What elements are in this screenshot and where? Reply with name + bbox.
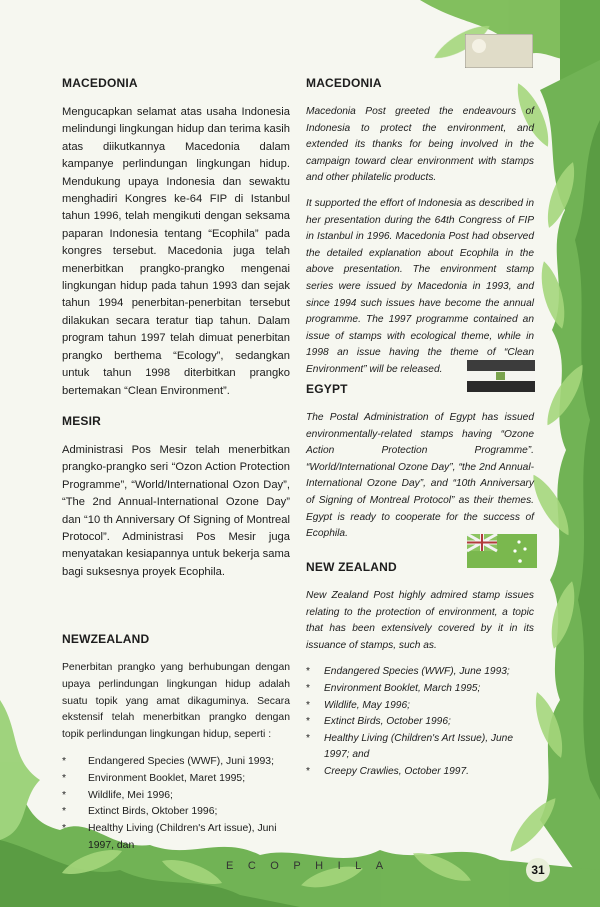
- heading-mesir: MESIR: [62, 414, 102, 428]
- list-item: * Wildlife, Mei 1996;: [62, 788, 290, 805]
- list-item: * Extinct Birds, October 1996;: [306, 714, 534, 731]
- section-newzealand-en: [306, 560, 534, 781]
- list-newzealand-en: [306, 664, 534, 780]
- heading-macedonia-id: MACEDONIA: [62, 76, 138, 90]
- page-number: 31: [526, 858, 550, 882]
- paragraph-macedonia-id: Mengucapkan selamat atas usaha Indonesia melindungi lingkungan hidup dan terima kasih atas diikutkannya Macedonia dalam kampanye perlindungan lingkungan hidup. Mendukung upaya Indonesia dan sewaktu menghadiri Kongres ke-64 FIP di Istanbul tahun 1996, telah mengikuti dengan seksama paparan Indonesia tentang “Ecophila” pada kongres tersebut. Macedonia juga telah menerbitkan prangko-prangko mengenai lingkungan hidup pada tahun 1993 dan sejak tahun 1994 penerbitan-penerbitan tersebut dilakukan secara teratur tiap tahun. Dalam program tahun 1997 telah dimuat penerbitan prangko berthema “Ecology”, sedangkan untuk tahun 1998 diterbitkan prangko bertemakan “Clean Environment”.: [62, 106, 290, 397]
- paragraph-mesir: Administrasi Pos Mesir telah menerbitkan prangko-prangko seri “Ozon Action Protection Programme”, “World/International Ozon Day”, “The 2nd Annual-International Ozone Day” dan “10 th Anniversary Of Signing of Montreal Protocol”. Administrasi Pos Mesir juga menyatakan kesiapannya untuk bekerja sama bagi suksesnya proyek Ecophila.: [62, 444, 290, 578]
- section-macedonia-en: [306, 76, 534, 388]
- paragraph-macedonia-en-1: Macedonia Post greeted the endeavours of Indonesia to protect the environment, and extended its thanks for being involved in the campaign toward clear environment with stamps and other philatelic products.: [306, 106, 534, 184]
- list-item: * Endangered Species (WWF), June 1993;: [306, 664, 534, 681]
- list-item: * Extinct Birds, Oktober 1996;: [62, 804, 290, 821]
- list-newzealand-id: [62, 754, 290, 855]
- heading-macedonia-en: MACEDONIA: [306, 76, 382, 90]
- list-item: * Endangered Species (WWF), Juni 1993;: [62, 754, 290, 771]
- heading-egypt: EGYPT: [306, 382, 348, 396]
- section-mesir: [62, 414, 290, 581]
- paragraph-newzealand-en: New Zealand Post highly admired stamp issues relating to the protection of environment, a topic that has been extensively covered by it in its issuance of stamps, such as.: [306, 590, 534, 651]
- list-item: * Environment Booklet, Maret 1995;: [62, 771, 290, 788]
- list-item: * Wildlife, May 1996;: [306, 698, 534, 715]
- macedonia-flag: [465, 34, 533, 68]
- paragraph-macedonia-en-2: It supported the effort of Indonesia as described in her presentation during the 64th Congress of FIP in Istanbul in 1996. Macedonia Post had observed the detailed explanation about Ecophila in the above presentation. The environment stamp series were issued by Macedonia in 1993, and since 1994 such issues have become the annual programme. The 1997 programme contained an issue of stamps with ecological theme, while in 1998 an issue having the theme of “Clean Environment” will be released.: [306, 197, 534, 375]
- paragraph-egypt: The Postal Administration of Egypt has issued environmentally-related stamps having “Ozone Action Protection Programme”. “World/International Ozone Day”, “the 2nd Annual-International Ozone Day”, and “10th Anniversary of Signing of Montreal Protocol” as their themes. Egypt is ready to cooperate for the success of Ecophila.: [306, 412, 534, 540]
- list-item: * Environment Booklet, March 1995;: [306, 681, 534, 698]
- footer-title: ECOPHILA: [226, 860, 398, 872]
- section-macedonia-id: [62, 76, 290, 400]
- list-item: * Creepy Crawlies, October 1997.: [306, 764, 534, 781]
- section-egypt: [306, 382, 534, 552]
- list-item: * Healthy Living (Children's Art Issue), June 1997; and: [306, 731, 534, 764]
- heading-newzealand-en: NEW ZEALAND: [306, 560, 397, 574]
- heading-newzealand-id: NEWZEALAND: [62, 632, 150, 646]
- section-newzealand-id: [62, 632, 290, 855]
- paragraph-newzealand-id: Penerbitan prangko yang berhubungan dengan upaya perlindungan lingkungan hidup adalah suatu topik yang amat dikaguminya. Secara ekstensif telah menerbitkan prangko dengan topik perlindungan lingkungan hidup, seperti :: [62, 662, 290, 741]
- list-item: * Healthy Living (Children's Art issue), Juni 1997, dan: [62, 821, 290, 855]
